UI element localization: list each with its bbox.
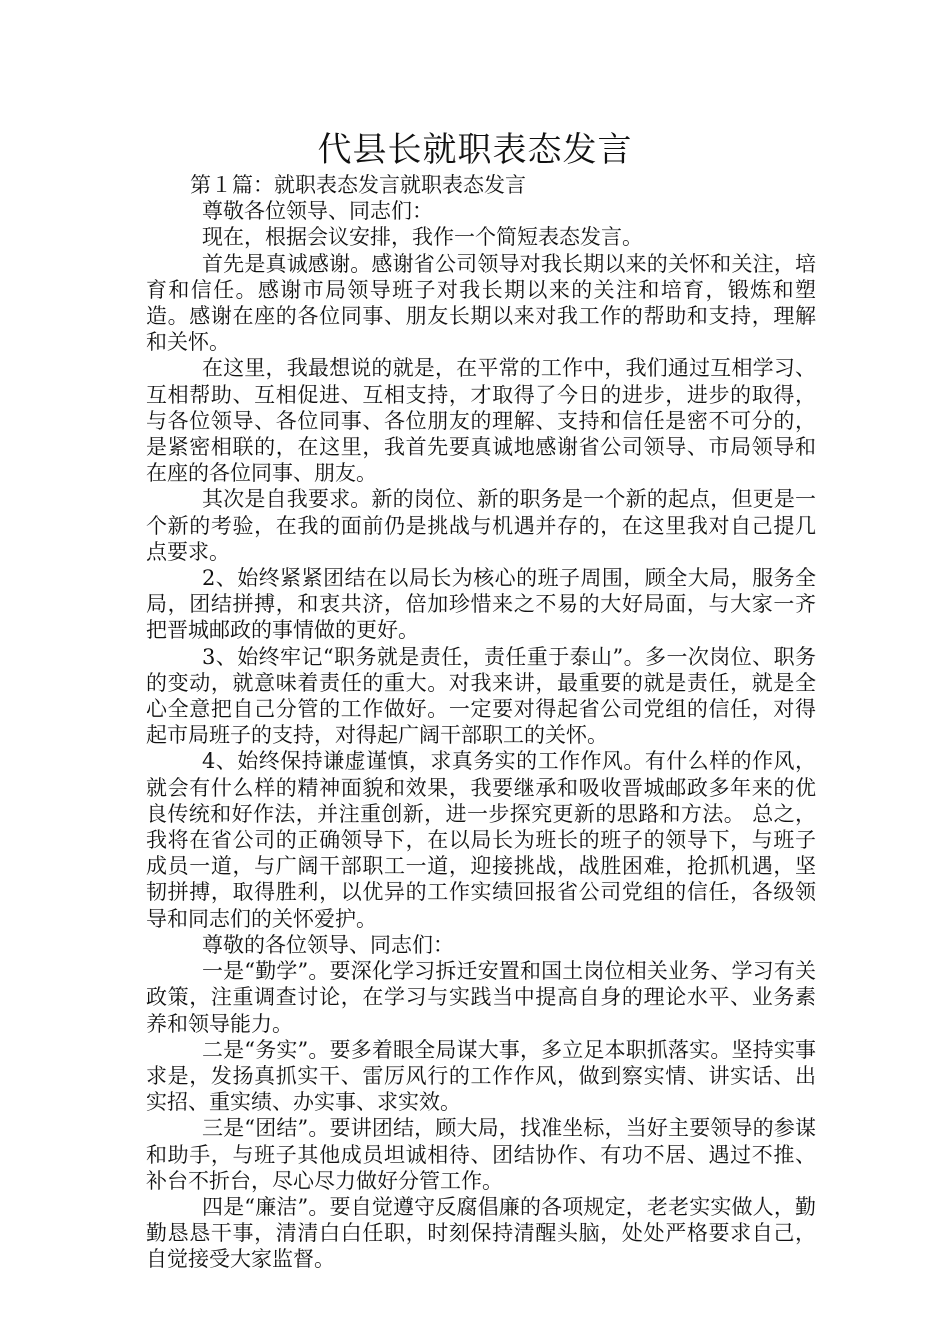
paragraph: 三是“团结”。要讲团结，顾大局，找准坐标，当好主要领导的参谋和助手，与班子其他成员坦诚相待、团结协作、有功不居、遇过不推、补台不折台，尽心尽力做好分管工作。 [146, 1116, 816, 1193]
document-body [146, 172, 816, 1273]
paragraph: 四是“廉洁”。要自觉遵守反腐倡廉的各项规定，老老实实做人，勤勤恳恳干事，清清白白任职，时刻保持清醒头脑，处处严格要求自己，自觉接受大家监督。 [146, 1194, 816, 1272]
paragraph: 现在，根据会议安排，我作一个简短表态发言。 [202, 225, 643, 250]
paragraph: 首先是真诚感谢。感谢省公司领导对我长期以来的关怀和关注，培育和信任。感谢市局领导班子对我长期以来的关注和培育，锻炼和塑造。感谢在座的各位同事、朋友长期以来对我工作的帮助和支持，理解和关怀。 [146, 251, 816, 355]
paragraph: 2、始终紧紧团结在以局长为核心的班子周围，顾全大局，服务全局，团结拼搏，和衷共济，倍加珍惜来之不易的大好局面，与大家一齐把晋城邮政的事情做的更好。 [146, 566, 816, 643]
paragraph: 在这里，我最想说的就是，在平常的工作中，我们通过互相学习、互相帮助、互相促进、互相支持，才取得了今日的进步，进步的取得，与各位领导、各位同事、各位朋友的理解、支持和信任是密不可分的，是紧密相联的，在这里，我首先要真诚地感谢省公司领导、市局领导和在座的各位同事、朋友。 [146, 356, 816, 486]
paragraph: 一是“勤学”。要深化学习拆迁安置和国土岗位相关业务、学习有关政策，注重调查讨论，在学习与实践当中提高自身的理论水平、业务素养和领导能力。 [146, 959, 816, 1036]
paragraph: 其次是自我要求。新的岗位、新的职务是一个新的起点，但更是一个新的考验，在我的面前仍是挑战与机遇并存的，在这里我对自己提几点要求。 [146, 487, 816, 564]
paragraph-salutation: 尊敬的各位领导、同志们： [202, 932, 454, 957]
document-subtitle: 第１篇：就职表态发言就职表态发言 [190, 173, 526, 197]
paragraph: 二是“务实”。要多着眼全局谋大事，多立足本职抓落实。坚持实事求是，发扬真抓实干、雷厉风行的工作作风，做到察实情、讲实话、出实招、重实绩、办实事、求实效。 [146, 1037, 816, 1115]
document-title: 代县长就职表态发言 [317, 130, 633, 170]
paragraph: 4、始终保持谦虚谨慎，求真务实的工作作风。有什么样的作风，就会有什么样的精神面貌和效果，我要继承和吸收晋城邮政多年来的优良传统和好作法，并注重创新，进一步探究更新的思路和方法。 总之，我将在省公司的正确领导下，在以局长为班长的班子的领导下，与班子成员一道，与广阔干部职工一道，迎接挑战，战胜困难，抢抓机遇，坚韧拼搏，取得胜利，以优异的工作实绩回报省公司党组的信任，各级领导和同志们的关怀爱护。 [146, 749, 816, 931]
paragraph: 3、始终牢记“职务就是责任，责任重于泰山”。多一次岗位、职务的变动，就意味着责任的重大。对我来讲，最重要的就是责任，就是全心全意把自己分管的工作做好。一定要对得起省公司党组的信任，对得起市局班子的支持，对得起广阔干部职工的关怀。 [146, 644, 816, 748]
paragraph-salutation: 尊敬各位领导、同志们： [202, 199, 433, 224]
